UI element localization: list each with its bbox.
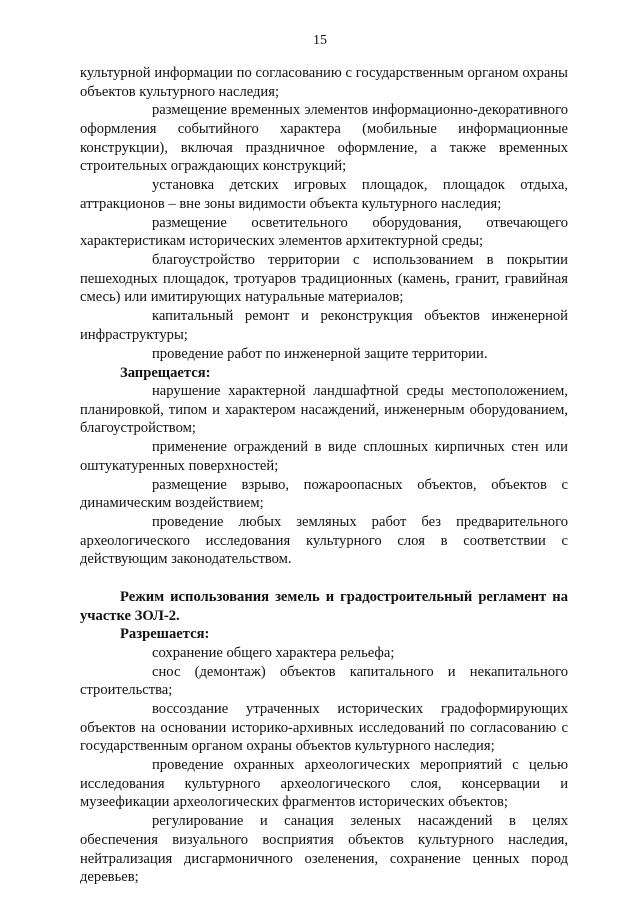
paragraph: проведение работ по инженерной защите территории.: [152, 345, 488, 362]
paragraph: благоустройство территории с использованием в покрытии пешеходных площадок, тротуаров традиционных (камень, гранит, гравийная смесь) или имитирующих натуральные материалов;: [80, 252, 568, 306]
permitted-item: проведение охранных археологических мероприятий с целью исследования культурного археологического слоя, консервации и музеефикации археологических фрагментов исторических объектов;: [80, 757, 568, 811]
permitted-item: регулирование и санация зеленых насаждений в целях обеспечения визуального восприятия объектов культурного наследия, нейтрализация дисгармоничного озеленения, сохранение ценных пород деревьев;: [80, 813, 568, 886]
page-number: 15: [313, 33, 327, 48]
document-body: [80, 64, 568, 887]
prohibited-heading: Запрещается:: [120, 364, 211, 381]
permitted-item: воссоздание утраченных исторических градоформирующих объектов на основании историко-архивных исследований по согласованию с государственным органом охраны объектов культурного наследия;: [80, 701, 568, 755]
permitted-item: снос (демонтаж) объектов капитального и некапитального строительства;: [80, 663, 568, 699]
prohibited-item: размещение взрыво, пожароопасных объектов, объектов с динамическим воздействием;: [80, 476, 568, 512]
prohibited-item: нарушение характерной ландшафтной среды местоположением, планировкой, типом и характером насаждений, инженерным оборудованием, благоустройством;: [80, 383, 568, 437]
paragraph: установка детских игровых площадок, площадок отдыха, аттракционов – вне зоны видимости объекта культурного наследия;: [80, 177, 568, 212]
section-title: Режим использования земель и градостроительный регламент на участке ЗОЛ-2.: [80, 589, 568, 624]
permitted-item: сохранение общего характера рельефа;: [152, 644, 395, 661]
permitted-heading: Разрешается:: [120, 626, 210, 643]
paragraph: размещение осветительного оборудования, отвечающего характеристикам исторических элементов архитектурной среды;: [80, 214, 568, 250]
prohibited-item: проведение любых земляных работ без предварительного археологического исследования культурного слоя в соответствии с действующим законодательством.: [80, 514, 568, 568]
prohibited-item: применение ограждений в виде сплошных кирпичных стен или оштукатуренных поверхностей;: [80, 439, 568, 474]
paragraph: капитальный ремонт и реконструкция объектов инженерной инфраструктуры;: [80, 308, 568, 343]
paragraph: размещение временных элементов информационно-декоративного оформления событийного характера (мобильные информационные конструкции), включая праздничное оформление, а также временных строительных ограждающих конструкций;: [80, 102, 568, 175]
paragraph: культурной информации по согласованию с государственным органом охраны объектов культурного наследия;: [80, 65, 568, 100]
